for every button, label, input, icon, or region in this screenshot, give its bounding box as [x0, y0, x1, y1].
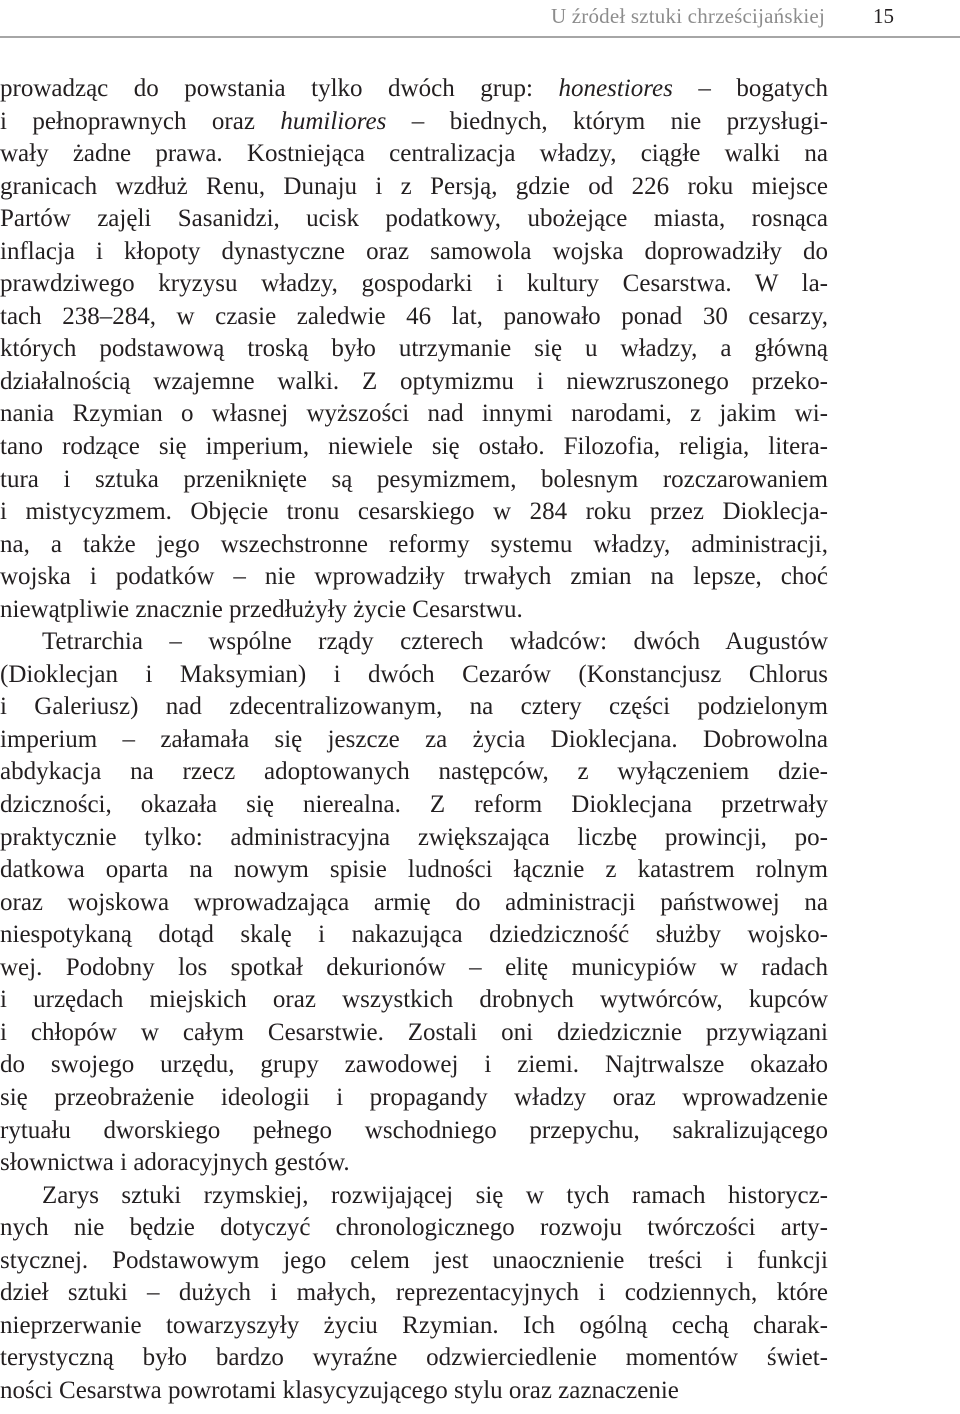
text-segment: słownictwa i adoracyjnych gestów. — [0, 1149, 350, 1177]
italic-term: humiliores — [280, 107, 387, 135]
paragraph — [0, 73, 828, 626]
text-line — [0, 1017, 828, 1050]
text-segment: niewątpliwie znacznie przedłużyły życie Cesarstwu. — [0, 595, 523, 623]
text-line — [0, 1342, 828, 1375]
text-line — [0, 1049, 828, 1082]
text-segment: których podstawową troską było utrzymanie się u władzy, a główną — [0, 335, 828, 363]
text-segment: niespotykaną dotąd skalę i nakazująca dziedziczność służby wojsko- — [0, 921, 828, 949]
text-segment: na, a także jego wszechstronne reformy systemu władzy, administracji, — [0, 530, 828, 558]
text-line — [0, 138, 828, 171]
text-segment: i chłopów w całym Cesarstwie. Zostali oni dziedzicznie przywiązani — [0, 1018, 828, 1046]
text-segment: nych nie będzie dotyczyć chronologicznego rozwoju twórczości arty- — [0, 1214, 828, 1242]
text-segment: się przeobrażenie ideologii i propagandy władzy oraz wprowadzenie — [0, 1083, 828, 1111]
text-line — [0, 952, 828, 985]
text-line — [0, 1245, 828, 1278]
text-segment: Partów zajęli Sasanidzi, ucisk podatkowy, ubożejące miasta, rosnąca — [0, 205, 828, 233]
text-line — [0, 887, 828, 920]
text-line — [0, 919, 828, 952]
text-segment: tura i sztuka przeniknięte są pesymizmem, bolesnym rozczarowaniem — [0, 465, 828, 493]
text-line — [0, 1212, 828, 1245]
text-segment: praktycznie tylko: administracyjna zwiększająca liczbę prowincji, po- — [0, 823, 828, 851]
text-line — [0, 431, 828, 464]
italic-term: honestiores — [558, 75, 673, 102]
text-line — [0, 1310, 828, 1343]
text-line — [0, 106, 828, 139]
text-segment: rytuału dworskiego pełnego wschodniego przepychu, sakralizującego — [0, 1116, 828, 1144]
text-line — [0, 1147, 828, 1180]
text-line — [0, 203, 828, 236]
text-segment: i Galeriusz) nad zdecentralizowanym, na cztery części podzielonym — [0, 693, 828, 721]
text-line — [0, 626, 828, 659]
text-segment: imperium – załamała się jeszcze za życia Dioklecjana. Dobrowolna — [0, 725, 828, 753]
text-segment: oraz wojskowa wprowadzająca armię do administracji państwowej na — [0, 888, 828, 916]
text-line — [0, 73, 828, 106]
text-segment: i urzędach miejskich oraz wszystkich drobnych wytwórców, kupców — [0, 986, 828, 1014]
paragraph — [0, 1180, 828, 1408]
text-segment: datkowa oparta na nowym spisie ludności łącznie z katastrem rolnym — [0, 856, 828, 884]
text-segment: ności Cesarstwa powrotami klasycyzującego stylu oraz zaznaczenie — [0, 1376, 679, 1404]
text-segment: nieprzerwanie towarzyszyły życiu Rzymian. Ich ogólną cechą charak- — [0, 1311, 828, 1339]
text-line — [0, 301, 828, 334]
text-segment: do swojego urzędu, grupy zawodowej i ziemi. Najtrwalsze okazało — [0, 1051, 828, 1079]
text-segment: tach 238–284, w czasie zaledwie 46 lat, panowało ponad 30 cesarzy, — [0, 302, 828, 330]
text-segment: prowadząc do powstania tylko dwóch grup: — [0, 75, 559, 102]
text-line — [0, 594, 828, 627]
text-line — [0, 854, 828, 887]
text-segment: Tetrarchia – wspólne rządy czterech władców: dwóch Augustów — [42, 628, 828, 656]
running-head — [0, 2, 960, 36]
text-segment: wojska i podatków – nie wprowadziły trwałych zmian na lepsze, choć — [0, 563, 828, 591]
page-number: 15 — [873, 4, 894, 28]
text-line — [0, 1375, 828, 1408]
text-segment: Zarys sztuki rzymskiej, rozwijającej się w tych ramach historycz- — [42, 1181, 828, 1209]
text-segment: – biednych, którym nie przysługi- — [386, 107, 828, 135]
paragraph — [0, 626, 828, 1179]
text-line — [0, 561, 828, 594]
text-segment: inflacja i kłopoty dynastyczne oraz samowola wojska doprowadziły do — [0, 237, 828, 265]
text-line — [0, 1277, 828, 1310]
text-segment: dzieł sztuki – dużych i małych, reprezentacyjnych i codziennych, które — [0, 1279, 828, 1307]
text-segment: działalnością wzajemne walki. Z optymizmu i niewzruszonego przeko- — [0, 367, 828, 395]
text-line — [0, 398, 828, 431]
text-segment: dziczności, okazała się nierealna. Z reform Dioklecjana przetrwały — [0, 791, 828, 819]
text-segment: terystyczną było bardzo wyraźne odzwierciedlenie momentów świet- — [0, 1344, 828, 1372]
text-segment: i mistycyzmem. Objęcie tronu cesarskiego w 284 roku przez Dioklecja- — [0, 498, 828, 526]
text-line — [0, 366, 828, 399]
text-line — [0, 1082, 828, 1115]
text-segment: – bogatych — [672, 75, 828, 102]
text-line — [0, 464, 828, 497]
text-line — [0, 691, 828, 724]
text-line — [0, 822, 828, 855]
text-line — [0, 529, 828, 562]
text-segment: nania Rzymian o własnej wyższości nad innymi narodami, z jakim wi- — [0, 400, 828, 428]
text-segment: abdykacja na rzecz adoptowanych następców, z wyłączeniem dzie- — [0, 758, 828, 786]
text-line — [0, 1115, 828, 1148]
text-line — [0, 659, 828, 692]
header-rule — [0, 36, 960, 38]
text-segment: granicach wzdłuż Renu, Dunaju i z Persją, gdzie od 226 roku miejsce — [0, 172, 828, 200]
text-segment: wały żadne prawa. Kostniejąca centralizacja władzy, ciągłe walki na — [0, 140, 828, 168]
text-segment: prawdziwego kryzysu władzy, gospodarki i kultury Cesarstwa. W la- — [0, 270, 828, 298]
text-line — [0, 333, 828, 366]
text-line — [0, 236, 828, 269]
running-title: U źródeł sztuki chrześcijańskiej — [550, 4, 825, 28]
text-segment: stycznej. Podstawowym jego celem jest unaocznienie treści i funkcji — [0, 1246, 828, 1274]
text-line — [0, 756, 828, 789]
text-segment: tano rodzące się imperium, niewiele się ostało. Filozofia, religia, litera- — [0, 433, 828, 461]
text-line — [0, 1180, 828, 1213]
text-segment: wej. Podobny los spotkał dekurionów – elitę municypiów w radach — [0, 953, 828, 981]
text-segment: (Dioklecjan i Maksymian) i dwóch Cezarów (Konstancjusz Chlorus — [0, 660, 828, 688]
text-line — [0, 789, 828, 822]
text-line — [0, 984, 828, 1017]
text-line — [0, 268, 828, 301]
body-text — [0, 73, 828, 1407]
text-line — [0, 171, 828, 204]
text-segment: i pełnoprawnych oraz — [0, 107, 281, 135]
text-line — [0, 496, 828, 529]
text-line — [0, 724, 828, 757]
